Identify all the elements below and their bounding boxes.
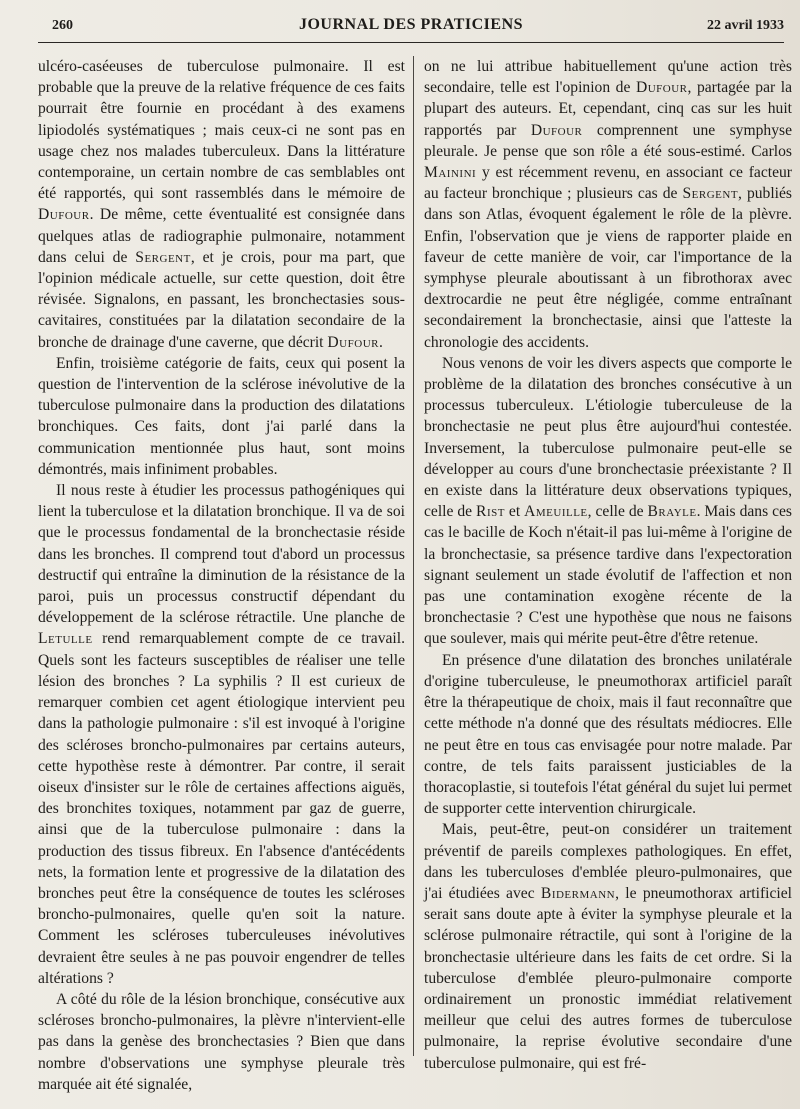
- left-column: [38, 56, 405, 1095]
- issue-date: 22 avril 1933: [707, 18, 784, 33]
- journal-title: JOURNAL DES PRATICIENS: [298, 16, 524, 33]
- author-name: Dufour: [327, 333, 379, 351]
- author-name: Sergent: [682, 185, 739, 203]
- author-name: Rist: [476, 503, 505, 521]
- paragraph: Mais, peut-être, peut-on considérer un traitement préventif de pareils complexes pathologiques. En effet, dans les tuberculoses d'emblée pleuro-pulmonaires, que j'ai étudiées avec Bidermann, le pneumothorax artificiel serait sans doute apte à éviter la symphyse pleurale et la sclérose pulmonaire rétractile, qui sont à l'origine de la bronchectasie ultérieure dans les faits de cet ordre. Si la tuberculose d'emblée pleuro-pulmonaire comporte ordinairement un pronostic immédiat relativement meilleur que celui des autres formes de tuberculose pulmonaire, la reprise évolutive secondaire d'une tuberculose pulmonaire, qui est fré-: [424, 821, 793, 1072]
- paragraph: Il nous reste à étudier les processus pathogéniques qui lient la tuberculose et la dilatation bronchique. Il va de soi que le processus fondamental de la bronchectasie réside dans les bronches. Il comprend tout d'abord un processus destructif qui entraîne la diminution de la résistance de la paroi, puis un processus constructif dépendant du développement de la sclérose rétractile. Une planche de Letulle rend remarquablement compte de ce travail. Quels sont les facteurs susceptibles de réaliser une telle lésion des bronches ? La syphilis ? Il est curieux de remarquer combien cet agent étiologique intervient peu dans la pathologie pulmonaire : s'il est invoqué à l'origine des scléroses broncho-pulmonaires par certains auteurs, cette hypothèse reste à démontrer. Par contre, il serait oiseux d'insister sur le rôle de certaines affections aiguës, des bronchites toxiques, notamment par gaz de guerre, ainsi que de la tuberculose pulmonaire : dans la production des tissus fibreux. En l'absence d'antécédents nets, la formation lente et progressive de la dilatation des bronches peut être la conséquence de toutes les scléroses broncho-pulmonaires, quelle qu'en soit la nature. Comment les scléroses tuberculeuses inévolutives devraient être seules à ne pas pouvoir engendrer de telles altérations ?: [38, 482, 405, 987]
- page-header: [38, 12, 784, 43]
- author-name: Bidermann: [540, 884, 616, 902]
- right-column: [424, 56, 792, 1074]
- author-name: Mainini: [424, 164, 477, 182]
- author-name: Brayle: [647, 503, 697, 521]
- page-number: 260: [52, 18, 73, 33]
- author-name: Dufour: [530, 121, 583, 139]
- author-name: Dufour: [38, 206, 90, 224]
- paragraph: Enfin, troisième catégorie de faits, ceux qui posent la question de l'intervention de la sclérose inévolutive de la tuberculose pulmonaire dans la production des dilatations bronchiques. Ces faits, dont j'ai parlé dans la communication mentionnée plus haut, sont moins démontrés, mais infiniment probables.: [38, 354, 405, 478]
- author-name: Sergent: [135, 248, 191, 266]
- paragraph: on ne lui attribue habituellement qu'une action très secondaire, telle est l'opinion de Dufour, partagée par la plupart des auteurs. Et, cependant, cinq cas sur les huit rapportés par Dufour comprennent une symphyse pleurale. Je pense que son rôle a été sous-estimé. Carlos Mainini y est récemment revenu, en associant ce facteur au facteur bronchique ; plusieurs cas de Sergent, publiés dans son Atlas, évoquent également le rôle de la plèvre. Enfin, l'observation que je viens de rapporter plaide en faveur de cette manière de voir, car l'importance de la symphyse pleurale aboutissant à un fibrothorax avec dextrocardie ne peut être négligée, comme entraînant secondairement la bronchectasie, ainsi que l'atteste la chronologie des accidents.: [424, 58, 793, 351]
- paragraph: A côté du rôle de la lésion bronchique, consécutive aux scléroses broncho-pulmonaires, la plèvre n'intervient-elle pas dans la genèse des bronchectasies ? Bien que dans nombre d'observations une symphyse pleurale très marquée ait été signalée,: [38, 990, 405, 1093]
- paragraph: ulcéro-caséeuses de tuberculose pulmonaire. Il est probable que la preuve de la relative fréquence de ces faits pourrait être fournie en procédant à des examens lipiodolés systématiques ; mais ceux-ci ne sont pas en usage chez nos malades tuberculeux. Dans la littérature contemporaine, un certain nombre de cas semblables ont été rapportés, qui sont rassemblés dans le mémoire de Dufour. De même, cette éventualité est consignée dans quelques atlas de radiographie pulmonaire, notamment dans celui de Sergent, et je crois, pour ma part, que l'opinion médicale actuelle, sur cette question, doit être révisée. Signalons, en passant, les bronchectasies sous-cavitaires, constituées par la dilatation secondaire de la bronche de drainage d'une caverne, que décrit Dufour.: [38, 58, 405, 351]
- author-name: Letulle: [38, 630, 93, 648]
- paragraph: En présence d'une dilatation des bronches unilatérale d'origine tuberculeuse, le pneumothorax artificiel paraît être la thérapeutique de choix, mais il faut reconnaître que cette méthode n'a donné que des résultats médiocres. Elle ne peut être en tous cas envisagée pour notre malade. Par contre, de tels faits paraissent justiciables de la thoracoplastie, si toutefois l'état général du sujet lui permet de supporter cette intervention chirurgicale.: [424, 651, 792, 818]
- column-divider: [413, 56, 414, 1056]
- author-name: Dufour: [635, 79, 688, 97]
- paragraph: Nous venons de voir les divers aspects que comporte le problème de la dilatation des bronches consécutive à un processus tuberculeux. L'étiologie tuberculeuse de la bronchectasie ne peut plus être aujourd'hui contestée. Inversement, la tuberculose pulmonaire peut-elle se développer au cours d'une bronchectasie préexistante ? Il en existe dans la littérature deux observations typiques, celle de Rist et Ameuille, celle de Brayle. Mais dans ces cas le bacille de Koch n'était-il pas lui-même à l'origine de la bronchectasie, sa présence tardive dans l'expectoration signant seulement un stade évolutif de l'affection et non pas une contamination exogène récente de la bronchectasie ? C'est une hypothèse que nous ne faisons que soulever, mais qui mérite peut-être d'être retenue.: [424, 354, 793, 648]
- author-name: Ameuille: [524, 503, 588, 521]
